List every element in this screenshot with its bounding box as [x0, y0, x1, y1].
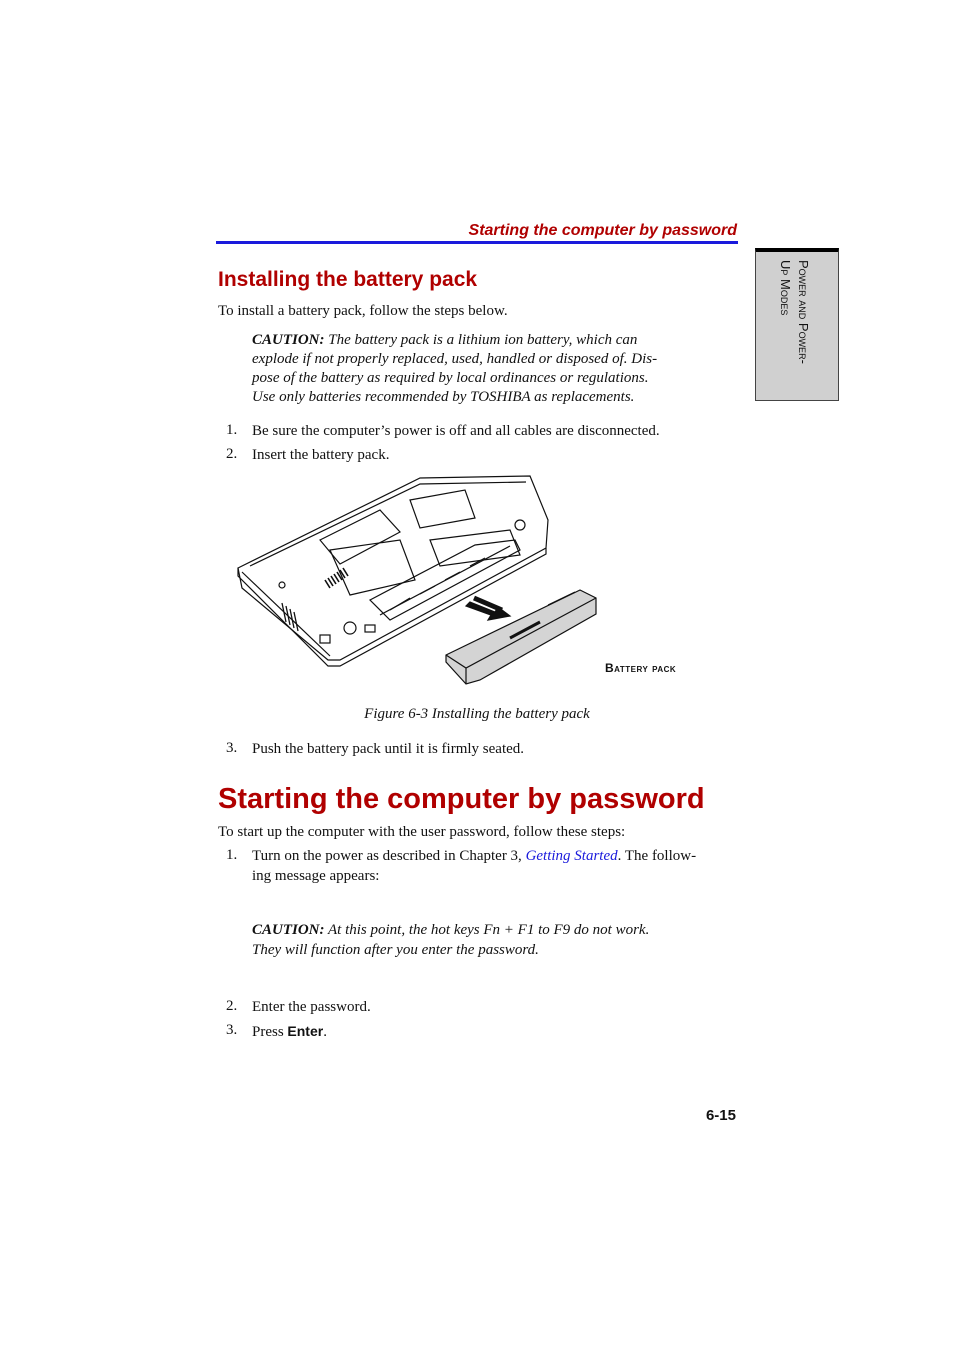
- step-number: 2.: [226, 446, 238, 462]
- step1-text-end: . The follow-: [617, 848, 697, 864]
- step-text: [252, 846, 732, 886]
- step-text: Push the battery pack until it is firmly seated.: [252, 741, 525, 757]
- enter-key-label: Enter: [287, 1023, 324, 1039]
- figure-caption: Figure 6-3 Installing the battery pack: [364, 706, 590, 722]
- chapter-tab-line2: Up Modes: [778, 260, 793, 316]
- battery-section-heading: Installing the battery pack: [218, 268, 478, 291]
- caution-text-1: The battery pack is a lithium ion battery, which can: [328, 332, 638, 348]
- caution-text-2: They will function after you enter the password.: [252, 942, 539, 958]
- password-section-heading: Starting the computer by password: [218, 783, 705, 815]
- password-intro: To start up the computer with the user password, follow these steps:: [218, 824, 626, 840]
- step1-text: Turn on the power as described in Chapter 3,: [252, 848, 526, 864]
- caution-text-3: pose of the battery as required by local ordinances or regulations.: [252, 370, 649, 386]
- step-number: 1.: [226, 847, 238, 863]
- step-text: Enter the password.: [252, 999, 371, 1015]
- caution-label: CAUTION:: [252, 922, 325, 938]
- step-number: 3.: [226, 740, 238, 756]
- step3-text-end: .: [323, 1024, 327, 1040]
- step3-text: Press: [252, 1024, 288, 1040]
- caution-label: CAUTION:: [252, 332, 325, 348]
- step-number: 1.: [226, 422, 238, 438]
- caution-text-2: explode if not properly replaced, used, handled or disposed of. Dis-: [252, 351, 658, 367]
- page-number: 6-15: [705, 1107, 736, 1124]
- chapter-side-tab: [755, 248, 839, 401]
- step-number: 3.: [226, 1022, 238, 1038]
- step-text: Insert the battery pack.: [252, 447, 390, 463]
- battery-pack-callout: Battery pack: [605, 661, 677, 675]
- getting-started-link[interactable]: Getting Started: [525, 848, 618, 864]
- password-caution: [252, 920, 712, 960]
- header-rule: [216, 241, 738, 244]
- chapter-tab-label: [776, 260, 812, 364]
- step-text: Be sure the computer’s power is off and all cables are disconnected.: [252, 423, 660, 439]
- step-text: [252, 1021, 327, 1042]
- running-header: Starting the computer by password: [468, 222, 737, 239]
- battery-caution: [252, 331, 712, 407]
- chapter-tab-line1: Power and Power-: [796, 260, 811, 364]
- battery-intro: To install a battery pack, follow the steps below.: [218, 303, 508, 319]
- caution-text-4: Use only batteries recommended by TOSHIBA as replacements.: [252, 389, 635, 405]
- step-number: 2.: [226, 998, 238, 1014]
- caution-text-1: At this point, the hot keys Fn + F1 to F9 do not work.: [328, 922, 650, 938]
- step1-text-line2: ing message appears:: [252, 868, 380, 884]
